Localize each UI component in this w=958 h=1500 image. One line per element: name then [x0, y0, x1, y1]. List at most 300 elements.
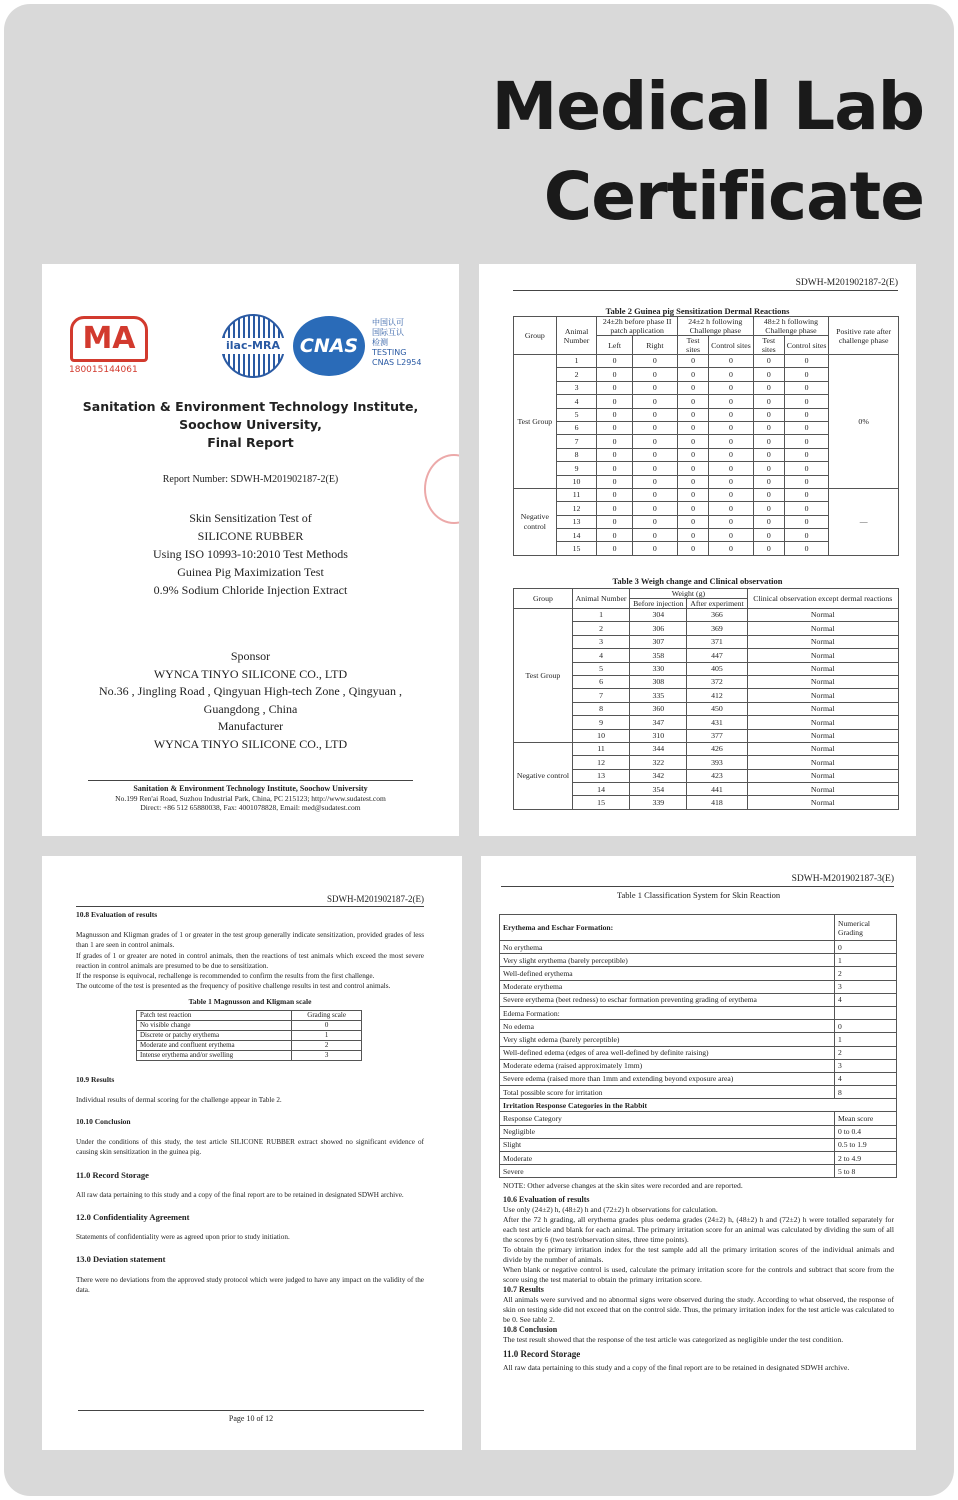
table-row — [137, 1050, 362, 1060]
score-cell: 0 — [784, 448, 828, 461]
animal-number-cell: 9 — [556, 462, 597, 475]
score-cell: 0 — [632, 368, 677, 381]
score-cell: 0 — [677, 435, 708, 448]
value-cell: 4 — [835, 1072, 897, 1085]
score-cell: 0 — [677, 368, 708, 381]
group-cell: Negative control — [514, 488, 557, 555]
description-cell: Moderate erythema — [500, 980, 835, 993]
cnas-side-text — [372, 318, 421, 368]
score-cell: 0 — [709, 448, 753, 461]
score-cell: 0 — [709, 462, 753, 475]
animal-number-cell: 5 — [556, 408, 597, 421]
weight-before-cell: 310 — [630, 729, 687, 742]
animal-number-cell: 8 — [572, 702, 629, 715]
table-row — [137, 1020, 362, 1030]
th-before-injection: Before injection — [630, 599, 687, 609]
score-cell: 0 — [677, 408, 708, 421]
classification-page — [481, 856, 916, 1450]
score-cell: 0 — [632, 502, 677, 515]
score-cell: 0 — [753, 368, 784, 381]
headline-line2: Certificate — [543, 158, 924, 235]
description-cell: Well-defined erythema — [500, 967, 835, 980]
score-cell: 0 — [677, 462, 708, 475]
animal-number-cell: 8 — [556, 448, 597, 461]
table-row — [500, 1006, 897, 1019]
th-before: 24±2h before phase II patch application — [597, 317, 678, 336]
score-cell: 0 — [632, 421, 677, 434]
value-cell: 2 to 4.9 — [835, 1152, 897, 1165]
paragraph: If the response is equivocal, rechallenge is recommended to confirm the results from the first challenge. — [76, 972, 375, 981]
paragraph: Use only (24±2) h, (48±2) h and (72±2) h observations for calculation. — [503, 1205, 718, 1214]
weight-before-cell: 347 — [630, 716, 687, 729]
weight-after-cell: 393 — [687, 756, 747, 769]
table-row — [500, 1072, 897, 1085]
score-cell: 0 — [753, 462, 784, 475]
score-cell: 0 — [677, 515, 708, 528]
clinical-observation-cell: Normal — [747, 729, 898, 742]
table-row — [500, 1165, 897, 1178]
paragraph: After the 72 h grading, all erythema grades plus oedema grades (24±2) h, (48±2) h and (72±2) h were totalled separately for each test article and blank for each animal. The primary irritation score for an animal was calculated by dividing the sum of all the scores by 6 (two test/observation sites, three time points). — [503, 1215, 894, 1244]
score-cell: 0 — [597, 408, 632, 421]
description-cell: No edema — [500, 1020, 835, 1033]
value-cell: 8 — [835, 1086, 897, 1099]
report-cover-page — [42, 264, 459, 836]
score-cell: 0 — [677, 529, 708, 542]
evaluation-page — [42, 856, 462, 1450]
clinical-observation-cell: Normal — [747, 769, 898, 782]
value-cell: 0 — [835, 1020, 897, 1033]
table-row — [500, 1086, 897, 1099]
score-cell: 0 — [632, 395, 677, 408]
animal-number-cell: 3 — [556, 381, 597, 394]
header-rule — [76, 906, 424, 907]
group-cell: Test Group — [514, 355, 557, 489]
weight-before-cell: 360 — [630, 702, 687, 715]
value-cell: 2 — [835, 967, 897, 980]
clinical-observation-cell: Normal — [747, 689, 898, 702]
score-cell: 0 — [784, 542, 828, 555]
score-cell: 0 — [677, 502, 708, 515]
th-animal: Animal Number — [572, 589, 629, 609]
weight-before-cell: 308 — [630, 675, 687, 688]
paragraph: If grades of 1 or greater are noted in control animals, then the reactions of test animals which exceed the most severe reaction in control animals are presumed to be due to sensitization. — [76, 951, 424, 970]
sponsor-line: WYNCA TINYO SILICONE CO., LTD — [153, 666, 348, 681]
description-cell: Severe edema (raised more than 1mm and extending beyond exposure area) — [500, 1072, 835, 1085]
animal-number-cell: 2 — [556, 368, 597, 381]
weight-before-cell: 330 — [630, 662, 687, 675]
clinical-observation-cell: Normal — [747, 649, 898, 662]
table-row — [500, 1152, 897, 1165]
weight-table — [513, 588, 899, 810]
animal-number-cell: 3 — [572, 635, 629, 648]
description-cell: Well-defined edema (edges of area well-defined by definite raising) — [500, 1046, 835, 1059]
paragraph: Under the conditions of this study, the test article SILICONE RUBBER extract showed no significant evidence of causing skin sensitization in the guinea pig. — [76, 1138, 424, 1157]
value-cell: 2 — [835, 1046, 897, 1059]
table-row — [500, 1112, 897, 1125]
title-line: 0.9% Sodium Chloride Injection Extract — [153, 583, 348, 597]
headline — [492, 62, 924, 242]
value-cell — [835, 1006, 897, 1019]
description-cell: Response Category — [500, 1112, 835, 1125]
score-cell: 0 — [709, 529, 753, 542]
th-right: Right — [632, 336, 677, 355]
score-cell: 0 — [632, 381, 677, 394]
animal-number-cell: 4 — [572, 649, 629, 662]
score-cell: 0 — [597, 355, 632, 368]
clinical-observation-cell: Normal — [747, 716, 898, 729]
table3-caption: Table 3 Weigh change and Clinical observation — [612, 576, 783, 586]
weight-after-cell: 405 — [687, 662, 747, 675]
score-cell: 0 — [784, 421, 828, 434]
table-row — [514, 609, 899, 622]
score-cell: 0 — [709, 395, 753, 408]
th-group: Group — [514, 589, 573, 609]
paragraph: When blank or negative control is used, calculate the primary irritation score for the controls and subtract that score from the score using the test material to obtain the primary irritation score. — [503, 1265, 894, 1284]
description-cell: Severe erythema (beet redness) to eschar formation preventing grading of erythema — [500, 993, 835, 1006]
animal-number-cell: 15 — [556, 542, 597, 555]
th-erythema: Erythema and Eschar Formation: — [500, 915, 835, 941]
table-row — [500, 941, 897, 954]
score-cell: 0 — [677, 448, 708, 461]
section-heading: 10.7 Results — [503, 1285, 544, 1294]
weight-after-cell: 423 — [687, 769, 747, 782]
description-cell: No erythema — [500, 941, 835, 954]
table-row — [500, 1138, 897, 1151]
title-line: Using ISO 10993-10:2010 Test Methods — [153, 547, 348, 561]
reaction-cell: Discrete or patchy erythema — [137, 1030, 292, 1040]
reaction-cell: No visible change — [137, 1020, 292, 1030]
ilac-mra-text: ilac-MRA — [218, 338, 288, 354]
clinical-observation-cell: Normal — [747, 756, 898, 769]
section-heading: 11.0 Record Storage — [76, 1169, 149, 1180]
score-cell: 0 — [597, 435, 632, 448]
grade-cell: 1 — [292, 1030, 362, 1040]
value-cell: 4 — [835, 993, 897, 1006]
value-cell: Mean score — [835, 1112, 897, 1125]
clinical-observation-cell: Normal — [747, 675, 898, 688]
weight-after-cell: 369 — [687, 622, 747, 635]
weight-after-cell: 431 — [687, 716, 747, 729]
institute-line: Sanitation & Environment Technology Institute, — [82, 399, 419, 414]
clinical-observation-cell: Normal — [747, 609, 898, 622]
th-test-sites: Test sites — [753, 336, 784, 355]
weight-before-cell: 304 — [630, 609, 687, 622]
score-cell: 0 — [784, 368, 828, 381]
th-left: Left — [597, 336, 632, 355]
score-cell: 0 — [632, 488, 677, 501]
th-after-experiment: After experiment — [687, 599, 747, 609]
footer-institute: Sanitation & Environment Technology Institute, Soochow University — [133, 784, 368, 793]
grade-cell: 3 — [292, 1050, 362, 1060]
title-line: Guinea Pig Maximization Test — [177, 565, 324, 579]
score-cell: 0 — [632, 529, 677, 542]
score-cell: 0 — [753, 421, 784, 434]
value-cell: 0.5 to 1.9 — [835, 1138, 897, 1151]
table-row — [500, 1099, 897, 1112]
group-cell: Test Group — [514, 609, 573, 743]
score-cell: 0 — [784, 408, 828, 421]
classification-table — [499, 914, 897, 1178]
table1-caption: Table 1 Classification System for Skin Reaction — [616, 890, 781, 900]
weight-before-cell: 306 — [630, 622, 687, 635]
weight-before-cell: 322 — [630, 756, 687, 769]
cma-number: 180015144061 — [69, 365, 138, 375]
title-line: Skin Sensitization Test of — [189, 511, 312, 525]
paragraph: There were no deviations from the approved study protocol which were judged to have any impact on the validity of the data. — [76, 1275, 424, 1294]
sponsor-line: Sponsor — [230, 649, 271, 663]
weight-before-cell: 335 — [630, 689, 687, 702]
th-24h: 24±2 h following Challenge phase — [677, 317, 753, 336]
table-row — [500, 980, 897, 993]
section-heading: 10.8 Conclusion — [503, 1325, 558, 1334]
score-cell: 0 — [784, 502, 828, 515]
score-cell: 0 — [597, 488, 632, 501]
institute-line: Soochow University, — [179, 417, 322, 432]
score-cell: 0 — [597, 381, 632, 394]
cnas-side-line: CNAS L2954 — [372, 358, 422, 367]
report-code: SDWH-M201902187-3(E) — [791, 874, 894, 884]
score-cell: 0 — [753, 435, 784, 448]
score-cell: 0 — [677, 395, 708, 408]
value-cell: 0 to 0.4 — [835, 1125, 897, 1138]
animal-number-cell: 7 — [572, 689, 629, 702]
th-control-sites: Control sites — [709, 336, 753, 355]
score-cell: 0 — [597, 475, 632, 488]
score-cell: 0 — [709, 488, 753, 501]
animal-number-cell: 1 — [556, 355, 597, 368]
weight-before-cell: 342 — [630, 769, 687, 782]
score-cell: 0 — [753, 381, 784, 394]
table-row — [137, 1040, 362, 1050]
score-cell: 0 — [632, 448, 677, 461]
sponsor-block — [42, 648, 459, 753]
weight-after-cell: 366 — [687, 609, 747, 622]
section-heading: 10.6 Evaluation of results — [503, 1195, 590, 1204]
page-number: Page 10 of 12 — [78, 1410, 424, 1423]
score-cell: 0 — [709, 408, 753, 421]
institute-line: Final Report — [207, 435, 294, 450]
reaction-cell: Moderate and confluent erythema — [137, 1040, 292, 1050]
score-cell: 0 — [709, 435, 753, 448]
weight-after-cell: 412 — [687, 689, 747, 702]
weight-before-cell: 344 — [630, 742, 687, 755]
paragraph: All raw data pertaining to this study and a copy of the final report are to be retained in designated SDWH archive. — [503, 1363, 850, 1372]
clinical-observation-cell: Normal — [747, 796, 898, 809]
score-cell: 0 — [709, 515, 753, 528]
report-code: SDWH-M201902187-2(E) — [795, 278, 898, 288]
table-row — [514, 355, 899, 368]
th-grading: Grading scale — [292, 1010, 362, 1020]
cnas-side-line: 中国认可 — [372, 318, 404, 327]
animal-number-cell: 5 — [572, 662, 629, 675]
table-row — [500, 954, 897, 967]
institute-name — [42, 398, 459, 452]
animal-number-cell: 4 — [556, 395, 597, 408]
score-cell: 0 — [677, 355, 708, 368]
animal-number-cell: 2 — [572, 622, 629, 635]
animal-number-cell: 6 — [572, 675, 629, 688]
score-cell: 0 — [784, 435, 828, 448]
animal-number-cell: 7 — [556, 435, 597, 448]
animal-number-cell: 15 — [572, 796, 629, 809]
clinical-observation-cell: Normal — [747, 662, 898, 675]
th-reaction: Patch test reaction — [137, 1010, 292, 1020]
table-row — [500, 967, 897, 980]
value-cell: 0 — [835, 941, 897, 954]
score-cell: 0 — [677, 381, 708, 394]
weight-before-cell: 354 — [630, 783, 687, 796]
description-cell: Edema Formation: — [500, 1006, 835, 1019]
animal-number-cell: 12 — [572, 756, 629, 769]
th-group: Group — [514, 317, 557, 355]
table-row — [500, 1020, 897, 1033]
weight-before-cell: 358 — [630, 649, 687, 662]
animal-number-cell: 14 — [572, 783, 629, 796]
description-cell: Very slight edema (barely perceptible) — [500, 1033, 835, 1046]
weight-after-cell: 371 — [687, 635, 747, 648]
score-cell: 0 — [784, 515, 828, 528]
results-text — [503, 1181, 894, 1373]
score-cell: 0 — [753, 542, 784, 555]
score-cell: 0 — [597, 515, 632, 528]
th-clinical: Clinical observation except dermal reactions — [747, 589, 898, 609]
score-cell: 0 — [597, 421, 632, 434]
magnusson-kligman-table — [136, 1010, 362, 1061]
score-cell: 0 — [597, 395, 632, 408]
score-cell: 0 — [753, 395, 784, 408]
th-weight: Weight (g) — [630, 589, 747, 599]
cnas-side-line: 检测 — [372, 338, 388, 347]
score-cell: 0 — [709, 542, 753, 555]
th-control-sites: Control sites — [784, 336, 828, 355]
header-rule — [513, 290, 898, 291]
table-row — [500, 1033, 897, 1046]
score-cell: 0 — [709, 381, 753, 394]
score-cell: 0 — [753, 515, 784, 528]
score-cell: 0 — [632, 515, 677, 528]
value-cell: 5 to 8 — [835, 1165, 897, 1178]
table-row — [500, 1059, 897, 1072]
report-number: Report Number: SDWH-M201902187-2(E) — [162, 474, 339, 485]
sponsor-line: Manufacturer — [217, 719, 284, 733]
score-cell: 0 — [597, 542, 632, 555]
animal-number-cell: 1 — [572, 609, 629, 622]
score-cell: 0 — [632, 408, 677, 421]
section-heading: 10.9 Results — [76, 1074, 115, 1084]
score-cell: 0 — [753, 408, 784, 421]
description-cell: Very slight erythema (barely perceptible) — [500, 954, 835, 967]
score-cell: 0 — [753, 488, 784, 501]
table-row — [514, 742, 899, 755]
animal-number-cell: 6 — [556, 421, 597, 434]
animal-number-cell: 9 — [572, 716, 629, 729]
value-cell: 3 — [835, 1059, 897, 1072]
positive-rate-cell: — — [829, 488, 899, 555]
score-cell: 0 — [632, 435, 677, 448]
note: NOTE: Other adverse changes at the skin sites were recorded and are reported. — [503, 1181, 743, 1190]
score-cell: 0 — [784, 355, 828, 368]
score-cell: 0 — [597, 368, 632, 381]
report-title — [42, 509, 459, 599]
table-row — [500, 1125, 897, 1138]
animal-number-cell: 10 — [556, 475, 597, 488]
evaluation-text — [76, 908, 424, 1295]
table-row — [500, 993, 897, 1006]
score-cell: 0 — [784, 395, 828, 408]
weight-after-cell: 377 — [687, 729, 747, 742]
weight-after-cell: 447 — [687, 649, 747, 662]
grade-cell: 2 — [292, 1040, 362, 1050]
grade-cell: 0 — [292, 1020, 362, 1030]
score-cell: 0 — [677, 542, 708, 555]
score-cell: 0 — [709, 421, 753, 434]
th-positive-rate: Positive rate after challenge phase — [829, 317, 899, 355]
report-code: SDWH-M201902187-2(E) — [327, 894, 424, 904]
score-cell: 0 — [784, 488, 828, 501]
score-cell: 0 — [677, 421, 708, 434]
animal-number-cell: 13 — [556, 515, 597, 528]
score-cell: 0 — [784, 381, 828, 394]
weight-after-cell: 372 — [687, 675, 747, 688]
section-heading: 10.10 Conclusion — [76, 1117, 131, 1127]
score-cell: 0 — [677, 475, 708, 488]
th-animal: Animal Number — [556, 317, 597, 355]
section-heading: 13.0 Deviation statement — [76, 1254, 166, 1265]
animal-number-cell: 14 — [556, 529, 597, 542]
clinical-observation-cell: Normal — [747, 622, 898, 635]
cma-logo: MA — [70, 316, 148, 362]
footer-contact: Direct: +86 512 65880038, Fax: 4001078828, Email: med@sudatest.com — [140, 803, 361, 812]
table-row — [514, 488, 899, 501]
reaction-cell: Intense erythema and/or swelling — [137, 1050, 292, 1060]
weight-after-cell: 450 — [687, 702, 747, 715]
score-cell: 0 — [709, 475, 753, 488]
section-heading: 10.8 Evaluation of results — [76, 910, 158, 919]
group-cell: Negative control — [514, 742, 573, 809]
th-numerical-grading: Numerical Grading — [835, 915, 897, 941]
irritation-heading-cell: Irritation Response Categories in the Rabbit — [500, 1099, 897, 1112]
weight-before-cell: 339 — [630, 796, 687, 809]
score-cell: 0 — [632, 475, 677, 488]
results-tables-page — [479, 264, 916, 836]
paragraph: All raw data pertaining to this study and a copy of the final report are to be retained in designated SDWH archive. — [76, 1190, 404, 1199]
animal-number-cell: 11 — [572, 742, 629, 755]
score-cell: 0 — [632, 355, 677, 368]
score-cell: 0 — [597, 529, 632, 542]
weight-after-cell: 426 — [687, 742, 747, 755]
score-cell: 0 — [709, 355, 753, 368]
description-cell: Moderate edema (raised approximately 1mm) — [500, 1059, 835, 1072]
score-cell: 0 — [632, 542, 677, 555]
score-cell: 0 — [784, 529, 828, 542]
table2-caption: Table 2 Guinea pig Sensitization Dermal Reactions — [605, 306, 790, 316]
weight-after-cell: 418 — [687, 796, 747, 809]
weight-after-cell: 441 — [687, 783, 747, 796]
paragraph: To obtain the primary irritation index for the test sample add all the primary irritation scores of the individual animals and divide by the number of animals. — [503, 1245, 894, 1264]
score-cell: 0 — [677, 488, 708, 501]
sensitization-table — [513, 316, 899, 556]
score-cell: 0 — [709, 368, 753, 381]
paragraph: Individual results of dermal scoring for the challenge appear in Table 2. — [76, 1095, 282, 1104]
th-test-sites: Test sites — [677, 336, 708, 355]
score-cell: 0 — [597, 462, 632, 475]
section-heading: 11.0 Record Storage — [503, 1349, 581, 1359]
score-cell: 0 — [753, 529, 784, 542]
paragraph: The test result showed that the response of the test article was categorized as negligible under the test condition. — [503, 1335, 844, 1344]
paragraph: All animals were survived and no abnormal signs were observed during the study. According to what observed, the response of skin on testing side did not exceed that on the control side. Thus, the primary irritation index for the test article was calculated to be 0. See table 2. — [503, 1295, 894, 1324]
table-row — [500, 1046, 897, 1059]
header-rule — [501, 886, 894, 887]
